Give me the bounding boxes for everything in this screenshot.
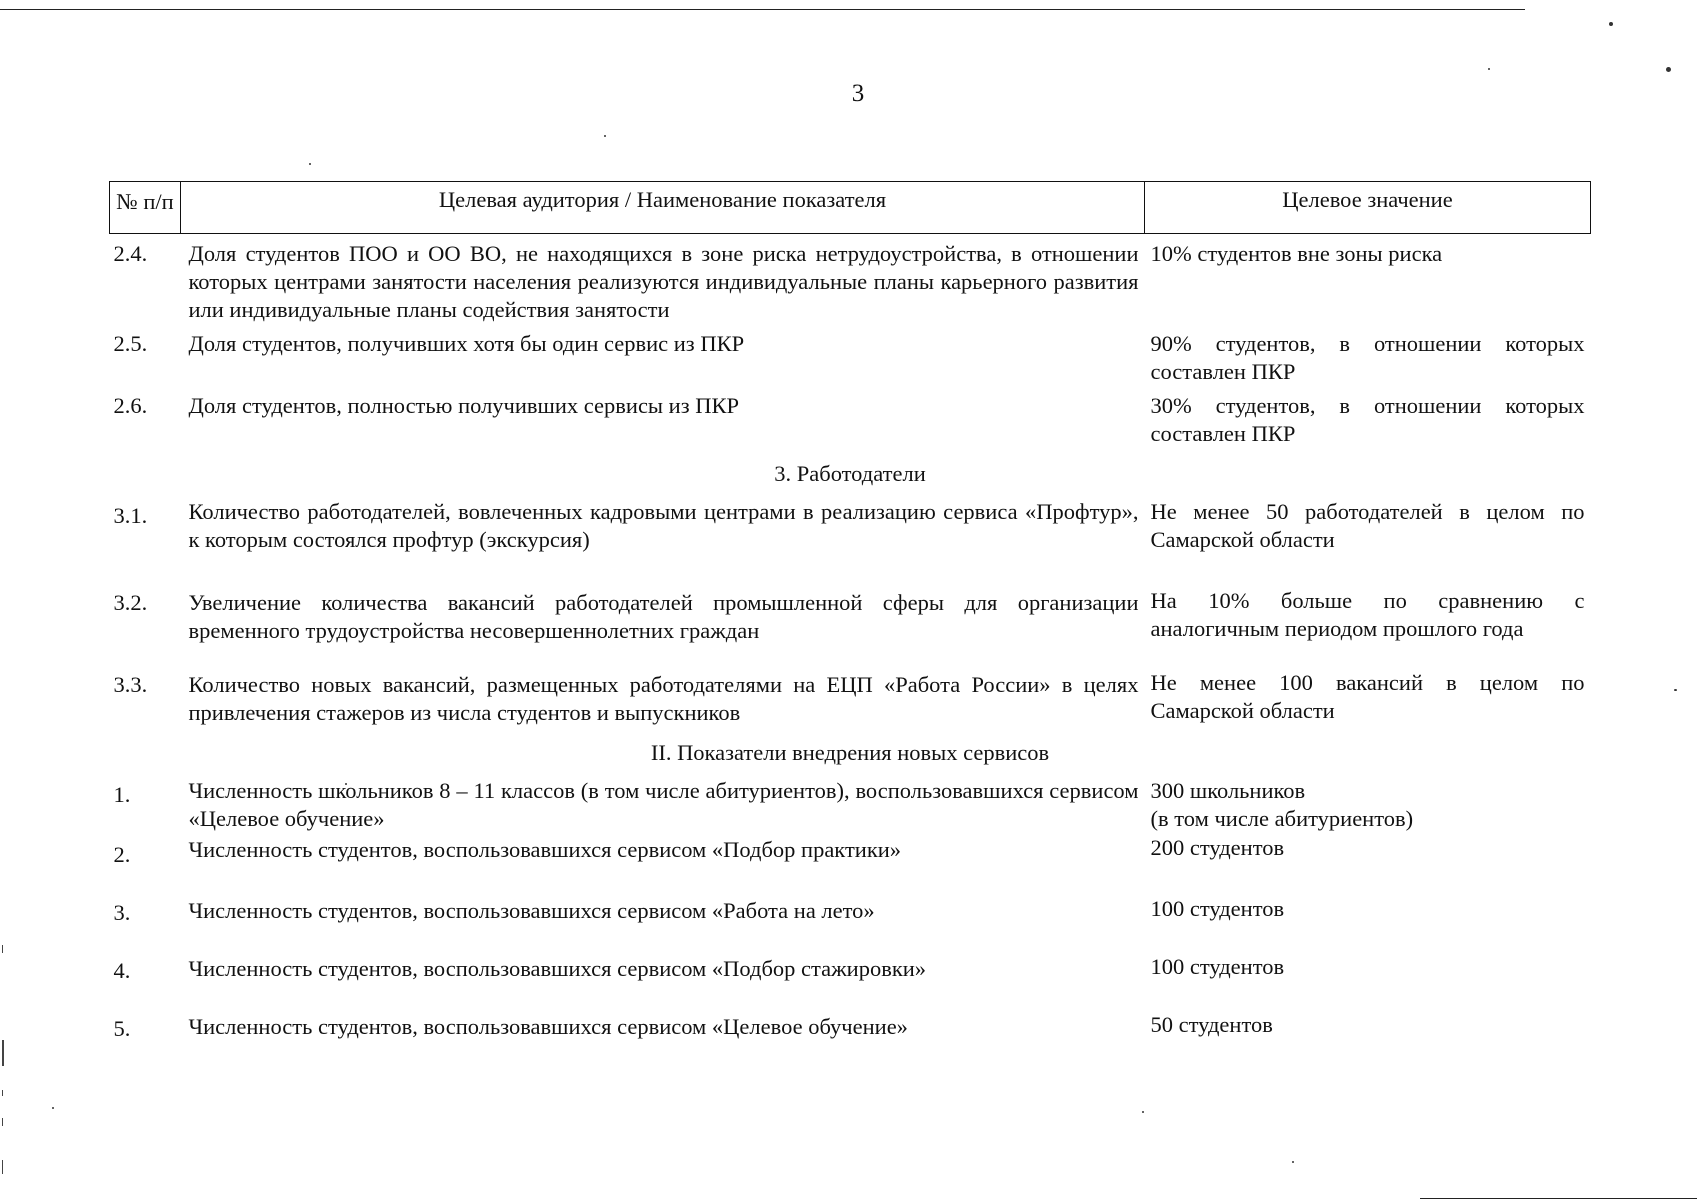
row-indicator: Количество новых вакансий, размещенных работодателями на ЕЦП «Работа России» в целях привлечения стажеров из числа студентов и выпускников xyxy=(188,672,1139,725)
table-row xyxy=(110,645,1591,727)
table-row xyxy=(110,324,1591,386)
table-row xyxy=(110,386,1591,448)
row-number: 1. xyxy=(113,782,131,807)
row-number: 2.6. xyxy=(113,393,148,418)
row-number: 2.5. xyxy=(113,331,148,356)
row-indicator: Численность школьников 8 – 11 классов (в том числе абитуриентов), воспользовавшихся сервисом «Целевое обучение» xyxy=(188,778,1139,831)
scan-margin-mark xyxy=(2,945,3,953)
table-row xyxy=(110,833,1591,869)
scan-margin-mark xyxy=(2,1160,3,1174)
row-number: 3.2. xyxy=(113,590,148,615)
row-target: 10% студентов вне зоны риска xyxy=(1150,241,1443,266)
row-number: 2.4. xyxy=(113,241,148,266)
scan-margin-mark xyxy=(2,1040,4,1066)
row-target: 200 студентов xyxy=(1150,835,1285,860)
scan-bottom-edge-line xyxy=(1420,1198,1697,1199)
section-row xyxy=(110,448,1591,496)
scan-speck xyxy=(1142,1111,1144,1113)
header-target: Целевое значение xyxy=(1145,182,1591,234)
scan-speck xyxy=(1609,22,1613,26)
row-indicator: Численность студентов, воспользовавшихся сервисом «Целевое обучение» xyxy=(188,1014,908,1039)
table-row xyxy=(110,985,1591,1043)
row-target: 50 студентов xyxy=(1150,1012,1273,1037)
row-number: 5. xyxy=(113,1016,131,1041)
row-indicator: Увеличение количества вакансий работодателей промышленной сферы для организации временного трудоустройства несовершеннолетних граждан xyxy=(188,590,1139,643)
scan-speck xyxy=(604,135,606,137)
row-number: 3.1. xyxy=(113,503,148,528)
table-row xyxy=(110,496,1591,554)
header-indicator: Целевая аудитория / Наименование показателя xyxy=(181,182,1145,234)
header-number: № п/п xyxy=(110,182,181,234)
row-number: 2. xyxy=(113,842,131,867)
row-indicator: Численность студентов, воспользовавшихся сервисом «Подбор практики» xyxy=(188,837,902,862)
scan-speck xyxy=(309,163,311,165)
scan-speck xyxy=(1666,67,1671,72)
row-indicator: Численность студентов, воспользовавшихся сервисом «Подбор стажировки» xyxy=(188,956,927,981)
row-target: Не менее 50 работодателей в целом по Самарской области xyxy=(1150,499,1585,552)
indicators-table xyxy=(109,181,1591,1043)
row-number: 4. xyxy=(113,958,131,983)
row-target: 100 студентов xyxy=(1150,954,1285,979)
row-indicator: Доля студентов, полностью получивших сервисы из ПКР xyxy=(188,393,739,418)
table-row xyxy=(110,554,1591,645)
row-target: 100 студентов xyxy=(1150,896,1285,921)
scan-speck xyxy=(1488,68,1490,70)
row-number: 3.3. xyxy=(113,672,148,697)
row-indicator: Доля студентов ПОО и ОО ВО, не находящихся в зоне риска нетрудоустройства, в отношении которых центрами занятости населения реализуются индивидуальные планы карьерного развития или индивидуальные планы содействия занятости xyxy=(188,241,1139,322)
row-target: 90% студентов, в отношении которых составлен ПКР xyxy=(1150,331,1585,384)
scan-speck xyxy=(1674,689,1677,691)
row-target-line-1: 300 школьников xyxy=(1150,778,1306,803)
scan-speck xyxy=(1292,1161,1294,1163)
page-number: 3 xyxy=(851,80,865,107)
row-indicator: Доля студентов, получивших хотя бы один сервис из ПКР xyxy=(188,331,745,356)
table-row xyxy=(110,869,1591,927)
row-target: 30% студентов, в отношении которых составлен ПКР xyxy=(1150,393,1585,446)
section-heading-new-services: II. Показатели внедрения новых сервисов xyxy=(650,740,1050,765)
table-row xyxy=(110,775,1591,833)
scan-speck xyxy=(52,1107,54,1109)
scan-margin-mark xyxy=(2,1090,3,1096)
row-target xyxy=(1145,775,1591,833)
row-indicator: Численность студентов, воспользовавшихся сервисом «Работа на лето» xyxy=(188,898,875,923)
row-indicator: Количество работодателей, вовлеченных кадровыми центрами в реализацию сервиса «Профтур», к которым состоялся профтур (экскурсия) xyxy=(188,499,1139,552)
row-target: Не менее 100 вакансий в целом по Самарской области xyxy=(1150,670,1585,723)
section-row xyxy=(110,727,1591,775)
table-row xyxy=(110,927,1591,985)
scan-top-edge-line xyxy=(0,9,1525,10)
section-heading-employers: 3. Работодатели xyxy=(774,461,926,486)
scan-margin-mark xyxy=(2,1118,3,1126)
table-header-row xyxy=(110,182,1591,234)
row-target-line-2: (в том числе абитуриентов) xyxy=(1150,806,1414,831)
row-number: 3. xyxy=(113,900,131,925)
row-target: На 10% больше по сравнению с аналогичным периодом прошлого года xyxy=(1150,588,1585,641)
table-row xyxy=(110,234,1591,325)
